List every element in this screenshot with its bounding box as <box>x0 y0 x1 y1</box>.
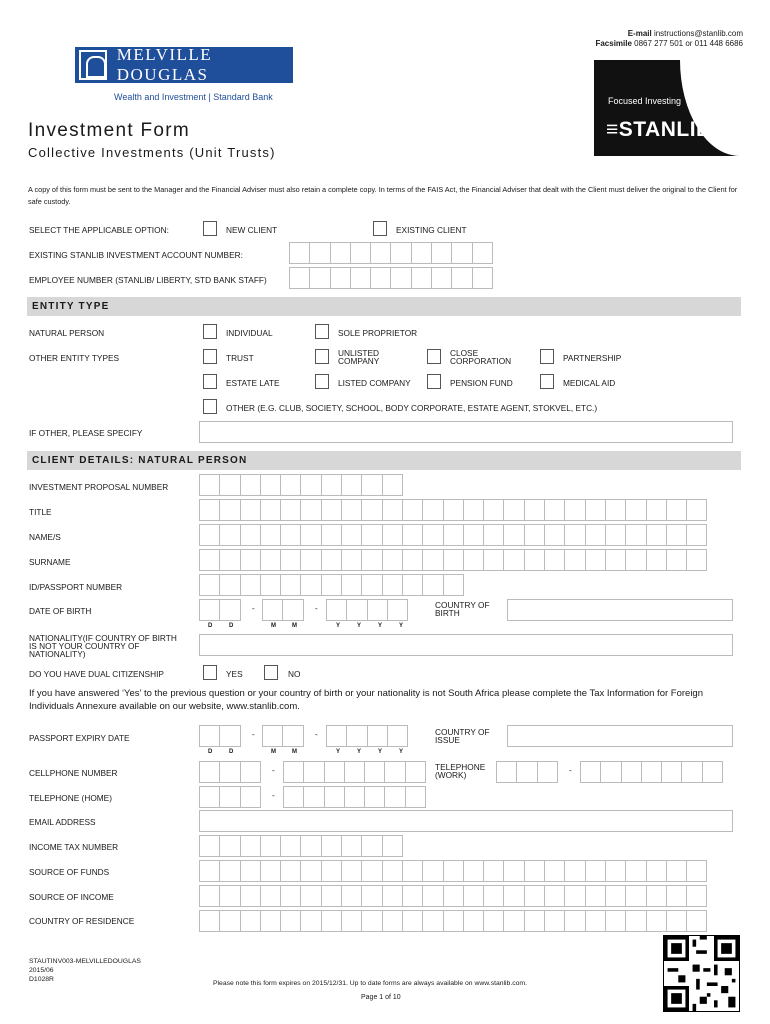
pp-y4: Y <box>399 749 404 755</box>
names-cells[interactable] <box>199 524 706 546</box>
option-label: SELECT THE APPLICABLE OPTION: <box>29 225 169 235</box>
coi-line1: COUNTRY OF <box>435 727 490 737</box>
other-label: OTHER (E.G. CLUB, SOCIETY, SCHOOL, BODY CORPORATE, ESTATE AGENT, STOKVEL, ETC.) <box>226 403 598 413</box>
tw-line2: (WORK) <box>435 770 467 780</box>
page-title: Investment Form <box>28 120 191 141</box>
close-line2: CORPORATION <box>450 356 512 366</box>
dual-no-checkbox[interactable] <box>264 665 278 680</box>
id-label: ID/PASSPORT NUMBER <box>29 582 123 592</box>
nat-line1: NATIONALITY(IF COUNTRY OF BIRTH <box>29 633 177 643</box>
medical-aid-checkbox[interactable] <box>540 374 554 389</box>
unlisted-company-label <box>338 349 379 365</box>
fax-number: 0867 277 501 or 011 448 6686 <box>634 39 743 48</box>
country-of-birth-field[interactable] <box>507 599 733 621</box>
pp-m2: M <box>292 749 297 755</box>
nat-line3: NATIONALITY) <box>29 649 86 659</box>
source-income-label: SOURCE OF INCOME <box>29 892 114 902</box>
pp-d2: D <box>229 749 234 755</box>
proposal-number-cells[interactable] <box>199 474 402 496</box>
stanlib-tagline: Focused Investing <box>608 96 682 106</box>
individual-checkbox[interactable] <box>203 324 217 339</box>
passport-day-cells[interactable] <box>199 725 240 747</box>
cell-dash: - <box>272 766 275 775</box>
unlisted-line2: COMPANY <box>338 356 380 366</box>
dob-y4: Y <box>399 623 404 629</box>
dob-m1: M <box>271 623 276 629</box>
dual-citizenship-label: DO YOU HAVE DUAL CITIZENSHIP <box>29 669 164 679</box>
if-other-label: IF OTHER, PLEASE SPECIFY <box>29 428 143 438</box>
sole-proprietor-checkbox[interactable] <box>315 324 329 339</box>
tel-home-label: TELEPHONE (HOME) <box>29 793 112 803</box>
expiry-note: Please note this form expires on 2015/12/31. Up to date forms are always available on www.stanlib.com. <box>213 980 527 987</box>
dual-yes-label: YES <box>226 669 243 679</box>
tel-work-label <box>435 763 485 779</box>
trust-label: TRUST <box>226 353 254 363</box>
dob-dash-2: - <box>315 604 318 613</box>
pension-fund-checkbox[interactable] <box>427 374 441 389</box>
if-other-field[interactable] <box>199 421 733 443</box>
names-label: NAME/S <box>29 532 61 542</box>
new-client-checkbox[interactable] <box>203 221 217 236</box>
employee-number-cells[interactable] <box>289 267 492 289</box>
employee-number-label: EMPLOYEE NUMBER (STANLIB/ LIBERTY, STD BANK STAFF) <box>29 275 267 285</box>
tw-line1: TELEPHONE <box>435 762 486 772</box>
existing-client-label: EXISTING CLIENT <box>396 225 467 235</box>
unlisted-line1: UNLISTED <box>338 348 380 358</box>
nat-line2: IS NOT YOUR COUNTRY OF <box>29 641 140 651</box>
title-label: TITLE <box>29 507 52 517</box>
close-line1: CLOSE <box>450 348 479 358</box>
email-label: E-mail <box>627 29 652 38</box>
new-client-label: NEW CLIENT <box>226 225 278 235</box>
partnership-label: PARTNERSHIP <box>563 353 622 363</box>
pp-y1: Y <box>336 749 341 755</box>
qr-code-icon <box>663 935 740 1012</box>
country-residence-cells[interactable] <box>199 910 706 932</box>
title-cells[interactable] <box>199 499 706 521</box>
source-funds-label: SOURCE OF FUNDS <box>29 867 110 877</box>
surname-label: SURNAME <box>29 557 71 567</box>
cellphone-code-cells[interactable] <box>199 761 260 783</box>
other-checkbox[interactable] <box>203 399 217 414</box>
tw-dash: - <box>569 766 572 775</box>
contact-info <box>595 29 743 49</box>
dob-d2: D <box>229 623 234 629</box>
dob-day-cells[interactable] <box>199 599 240 621</box>
surname-cells[interactable] <box>199 549 706 571</box>
dob-y2: Y <box>357 623 362 629</box>
tel-home-number-cells[interactable] <box>283 786 425 808</box>
estate-late-label: ESTATE LATE <box>226 378 280 388</box>
pp-y3: Y <box>378 749 383 755</box>
client-details-heading: CLIENT DETAILS: NATURAL PERSON <box>27 451 741 470</box>
dob-y3: Y <box>378 623 383 629</box>
form-date: 2015/06 <box>29 967 54 974</box>
passport-dash-1: - <box>252 730 255 739</box>
dual-no-label: NO <box>288 669 301 679</box>
id-cells[interactable] <box>199 574 463 596</box>
logo-name: MELVILLE DOUGLAS <box>116 45 213 84</box>
dob-y1: Y <box>336 623 341 629</box>
logo-tagline: Wealth and Investment | Standard Bank <box>114 92 273 102</box>
form-code: STAUTINV003-MELVILLEDOUGLAS <box>29 958 141 965</box>
existing-client-checkbox[interactable] <box>373 221 387 236</box>
dual-yes-checkbox[interactable] <box>203 665 217 680</box>
passport-expiry-label: PASSPORT EXPIRY DATE <box>29 733 130 743</box>
form-ref: D1028R <box>29 976 54 983</box>
tax-number-label: INCOME TAX NUMBER <box>29 842 119 852</box>
account-number-cells[interactable] <box>289 242 492 264</box>
nationality-field[interactable] <box>199 634 733 656</box>
sole-proprietor-label: SOLE PROPRIETOR <box>338 328 418 338</box>
country-of-issue-label <box>435 728 490 744</box>
tax-number-cells[interactable] <box>199 835 402 857</box>
stanlib-logo <box>594 60 740 156</box>
dob-dash-1: - <box>252 604 255 613</box>
partnership-checkbox[interactable] <box>540 349 554 364</box>
cellphone-number-cells[interactable] <box>283 761 425 783</box>
pp-d1: D <box>208 749 213 755</box>
country-of-birth-label <box>435 601 490 617</box>
natural-person-label: NATURAL PERSON <box>29 328 105 338</box>
dob-d1: D <box>208 623 213 629</box>
tel-work-code-cells[interactable] <box>496 761 557 783</box>
email-field[interactable] <box>199 810 733 832</box>
individual-label: INDIVIDUAL <box>226 328 273 338</box>
tel-home-code-cells[interactable] <box>199 786 260 808</box>
tel-work-number-cells[interactable] <box>580 761 722 783</box>
pp-m1: M <box>271 749 276 755</box>
melville-douglas-logo <box>75 47 293 83</box>
pension-fund-label: PENSION FUND <box>450 378 513 388</box>
unlisted-company-checkbox[interactable] <box>315 349 329 364</box>
dob-year-cells[interactable] <box>326 599 407 621</box>
source-income-cells[interactable] <box>199 885 706 907</box>
cob-line1: COUNTRY OF <box>435 600 490 610</box>
form-codes <box>29 957 141 984</box>
other-entity-label: OTHER ENTITY TYPES <box>29 353 120 363</box>
proposal-number-label: INVESTMENT PROPOSAL NUMBER <box>29 482 169 492</box>
existing-account-label: EXISTING STANLIB INVESTMENT ACCOUNT NUMBER: <box>29 250 243 260</box>
passport-month-cells[interactable] <box>262 725 303 747</box>
fax-label: Facsimile <box>595 39 632 48</box>
medical-aid-label: MEDICAL AID <box>563 378 616 388</box>
entity-type-heading: ENTITY TYPE <box>27 297 741 316</box>
country-residence-label: COUNTRY OF RESIDENCE <box>29 916 135 926</box>
close-corporation-label <box>450 349 511 365</box>
cellphone-label: CELLPHONE NUMBER <box>29 768 118 778</box>
dob-label: DATE OF BIRTH <box>29 606 92 616</box>
stanlib-brand: ≡STANLIB <box>606 118 712 141</box>
house-icon <box>79 50 107 80</box>
cob-line2: BIRTH <box>435 608 460 618</box>
nationality-label <box>29 634 177 658</box>
pp-y2: Y <box>357 749 362 755</box>
passport-year-cells[interactable] <box>326 725 407 747</box>
page-number: Page 1 of 10 <box>361 994 401 1001</box>
tax-notice: If you have answered ‘Yes’ to the previous question or your country of birth or your nationality is not South Africa please complete the Tax Information for Foreign Individuals Annexure available on our website, www.stanlib.com. <box>29 688 703 712</box>
close-corporation-checkbox[interactable] <box>427 349 441 364</box>
estate-late-checkbox[interactable] <box>203 374 217 389</box>
th-dash: - <box>272 791 275 800</box>
dob-m2: M <box>292 623 297 629</box>
dob-month-cells[interactable] <box>262 599 303 621</box>
listed-company-label: LISTED COMPANY <box>338 378 411 388</box>
passport-dash-2: - <box>315 730 318 739</box>
coi-line2: ISSUE <box>435 735 460 745</box>
listed-company-checkbox[interactable] <box>315 374 329 389</box>
country-of-issue-field[interactable] <box>507 725 733 747</box>
email-address: instructions@stanlib.com <box>653 29 743 38</box>
trust-checkbox[interactable] <box>203 349 217 364</box>
page-subtitle: Collective Investments (Unit Trusts) <box>28 145 276 160</box>
email-label-field: EMAIL ADDRESS <box>29 817 96 827</box>
intro-text: A copy of this form must be sent to the Manager and the Financial Adviser must also retain a complete copy. In terms of the FAIS Act, the Financial Adviser that dealt with the Client must deliver the original to the Client for safe custody. <box>28 185 738 206</box>
source-funds-cells[interactable] <box>199 860 706 882</box>
